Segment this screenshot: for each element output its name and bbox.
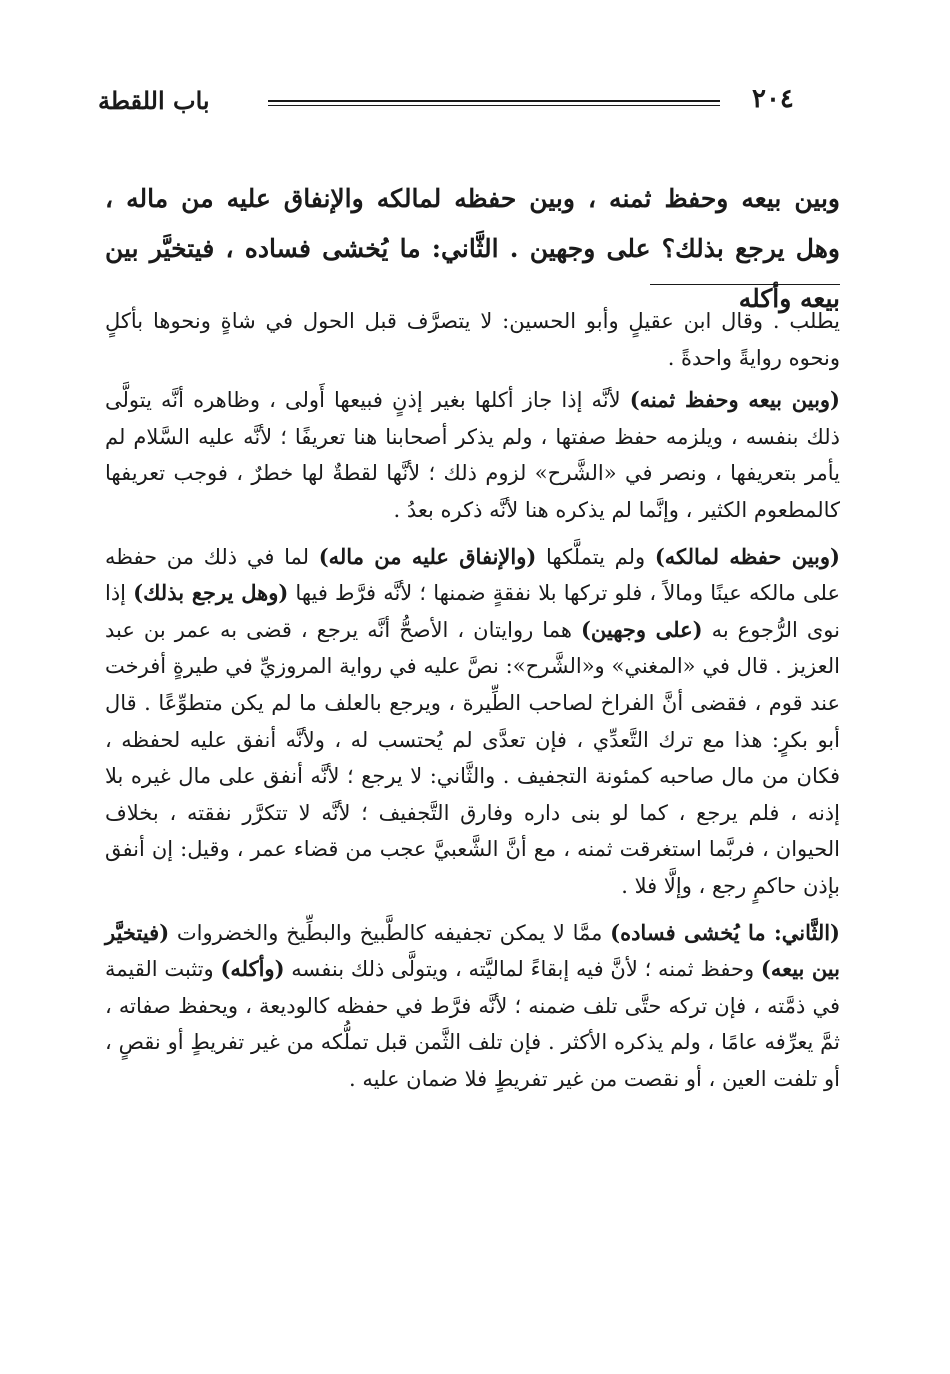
commentary-segment: يطلب . وقال ابن عقيلٍ وأبو الحسين: لا يتصرَّف قبل الحول في شاةٍ ونحوها بأكلٍ ونحوه روايةً واحدةً . [105, 309, 840, 370]
commentary-segment: لأنَّه إذا جاز أكلها بغير إذنٍ فبيعها أَولى ، وظاهره أنَّه يتولَّى ذلك بنفسه ، ويلزمه حفظ صفتها ، ولم يذكر أصحابنا هنا تعريفًا ؛ لأنَّه عليه السَّلام لم يأمر بتعريفها ، ونصر في «الشَّرح» لزوم ذلك ؛ لأنَّها لقطةٌ لها خطرٌ ، فوجب تعريفها كالمطعوم الكثير ، وإنَّما لم يذكره هنا لأنَّه ذكره بعدُ . [105, 388, 840, 522]
quoted-matn: (والإنفاق عليه من ماله) [318, 543, 537, 569]
chapter-title: باب اللقطة [98, 86, 210, 115]
footnote-separator [650, 284, 840, 285]
commentary-paragraph [105, 539, 840, 905]
quoted-matn: (على وجهين) [580, 616, 703, 642]
commentary-paragraph [105, 382, 840, 528]
commentary-segment: وحفظ ثمنه ؛ لأنَّ فيه إبقاءً لماليَّته ، ويتولَّى ذلك بنفسه [284, 957, 761, 982]
commentary-segment: ممَّا لا يمكن تجفيفه كالطَّبيخ والبطِّيخ والخضروات [169, 920, 611, 945]
commentary-paragraph [105, 303, 840, 376]
commentary-segment: ولم يتملَّكها [536, 544, 655, 569]
quoted-matn: (فيتخيَّر بين بيعه) [105, 919, 840, 982]
commentary-segment: لما في ذلك من حفظه على مالكه عينًا ومالاً ، فلو تركها بلا نفقةٍ ضمنها ؛ لأنَّه فرَّط فيها [105, 544, 841, 606]
commentary-segment: وتثبت القيمة في ذمَّته ، فإن تركه حتَّى تلف ضمنه ؛ لأنَّه فرَّط في حفظه كالوديعة ، ويحفظ صفاته ، ثمَّ يعرِّفه عامًا ، ولم يذكره الأكثر . فإن تلف الثَّمن قبل تملُّكه من غير تفريطٍ أو نقصٍ ، أو تلفت العين ، أو نقصت من غير تفريطٍ فلا ضمان عليه . [105, 957, 840, 1091]
matn-paragraph: وبين بيعه وحفظ ثمنه ، وبين حفظه لمالكه والإنفاق عليه من ماله ، وهل يرجع بذلك؟ على وجهين . الثَّاني: ما يُخشى فساده ، فيتخيَّر بين بيعه وأكله [105, 184, 840, 313]
commentary-segment: هما روايتان ، الأصحُّ أنَّه يرجع ، قضى به عمر بن عبد العزيز . قال في «المغني» و«الشَّرح»: نصَّ عليه في رواية المروزيِّ في طيرةٍ أفرخت عند قوم ، فقضى أنَّ الفراخ لصاحب الطِّيرة ، ويرجع بالعلف ما لم يكن متطوِّعًا . قال أبو بكرٍ: هذا مع ترك التَّعدِّي ، فإن تعدَّى لم يُحتسب له ، ولأنَّه أنفق عليه لحفظه ، فكان من مال صاحبه كمئونة التجفيف . والثَّاني: لا يرجع ؛ لأنَّه أنفق على مال غيره بلا إذنه ، فلم يرجع ، كما لو بنى داره وفارق التَّجفيف ؛ لأنَّه لا تتكرَّر نفقته ، بخلاف الحيوان ، فربَّما استغرقت ثمنه ، مع أنَّ الشَّعبيَّ عجب من قضاء عمر ، وقيل: إن أنفق بإذن حاكمٍ رجع ، وإلَّا فلا . [105, 617, 840, 898]
commentary-paragraph [105, 915, 840, 1098]
header-rule [268, 100, 720, 102]
page-header [0, 78, 950, 128]
page-number: ٢٠٤ [752, 84, 794, 114]
quoted-matn: (وبين بيعه وحفظ ثمنه) [629, 387, 840, 413]
quoted-matn: (الثَّاني: ما يُخشى فساده) [610, 919, 840, 945]
commentary-text [105, 303, 840, 1107]
commentary-segment: إذا نوى الرُّجوع به [105, 581, 840, 642]
quoted-matn: (وبين حفظه لمالكه) [654, 543, 840, 569]
matn-text [105, 174, 840, 324]
quoted-matn: (وأكله) [220, 956, 285, 982]
quoted-matn: (وهل يرجع بذلك) [133, 580, 289, 606]
